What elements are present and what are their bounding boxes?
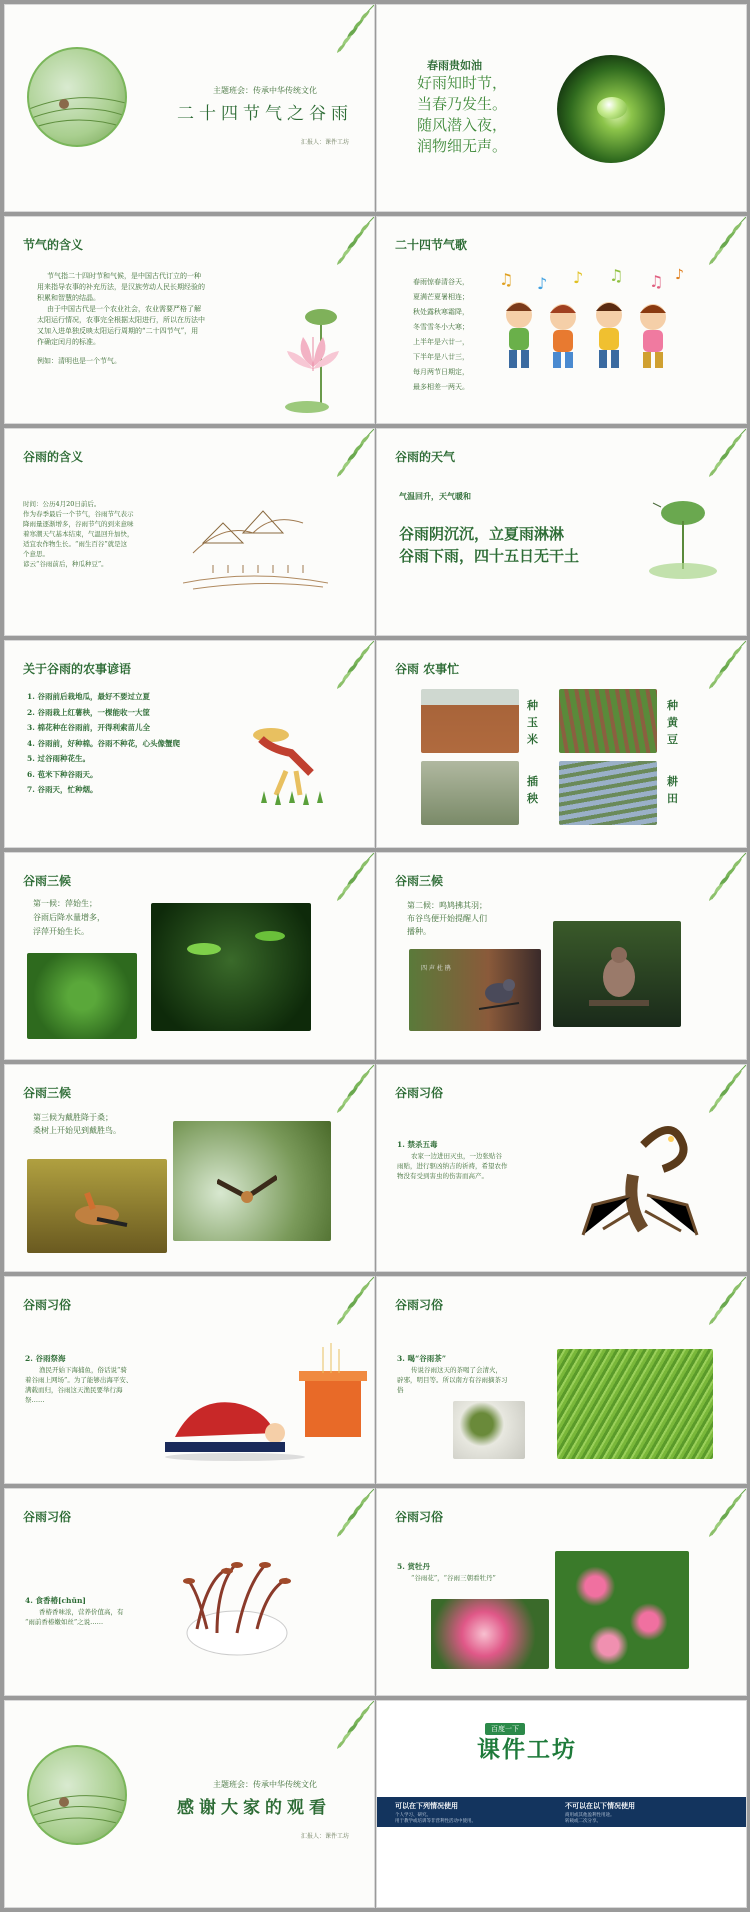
bird-icon: [469, 969, 529, 1019]
forbidden-item: 转载或二次分享。: [565, 1819, 601, 1824]
text-line: 作为春季最后一个节气，谷雨节气表示: [23, 510, 134, 518]
closing-subtitle: 主题班会：传承中华传统文化: [213, 1780, 317, 1789]
cuckoo-photo: [409, 949, 541, 1031]
slide-6-weather[interactable]: [376, 428, 747, 636]
tea-cup-photo: [453, 1401, 525, 1459]
slide-7-proverbs[interactable]: [4, 640, 375, 848]
custom-heading: 2. 谷雨祭海: [25, 1354, 66, 1363]
list-item: 7. 谷雨天，忙种烟。: [27, 785, 98, 794]
body-text: [33, 897, 105, 939]
text-line: 传说谷雨这天的茶喝了会清火，: [411, 1366, 502, 1374]
slide-15-custom-4[interactable]: [4, 1488, 375, 1696]
svg-text:♫: ♫: [609, 267, 624, 285]
text-line: 渔民开始下海捕鱼，俗话说“骑: [39, 1366, 127, 1374]
slide-title: 谷雨习俗: [395, 1510, 444, 1524]
text-line: “谷雨花”，“谷雨三朝看牡丹”: [411, 1574, 496, 1582]
cover-subtitle: 主题班会：传承中华传统文化: [213, 86, 317, 95]
song-lines: [413, 275, 469, 395]
text-line: “雨前香椿嫩如丝”之说……: [25, 1618, 104, 1626]
text-line: 农家一边进田灭虫，一边张贴谷: [411, 1152, 502, 1160]
slide-title: 谷雨习俗: [23, 1298, 72, 1312]
willow-leaf-icon: [312, 217, 374, 275]
text-line: 个意思。: [23, 550, 49, 558]
closing-title: 感谢大家的观看: [177, 1798, 331, 1818]
text-line: 谚云“谷雨前后，种瓜种豆”。: [23, 560, 108, 568]
svg-text:♫: ♫: [499, 270, 514, 289]
slide-title: 二十四节气歌: [395, 238, 468, 252]
poem-line: 好雨知时节，: [417, 74, 508, 92]
text-line: 布谷鸟便开始提醒人们: [407, 914, 487, 923]
farmers-sketch-illustration: [183, 493, 328, 593]
willow-leaf-icon: [312, 1065, 374, 1123]
hoopoe-icon: [57, 1179, 137, 1239]
custom-heading: 3. 喝“谷雨茶”: [397, 1354, 447, 1363]
body-text: [407, 899, 487, 938]
text-line: 满载而归，谷雨这天渔民要举行海: [25, 1386, 123, 1394]
slide-18-license[interactable]: [376, 1700, 747, 1908]
closing-author: 汇报人：课件工坊: [301, 1833, 350, 1840]
slide-title: 谷雨三候: [23, 1086, 72, 1100]
slide-title: 谷雨的天气: [395, 450, 456, 464]
list-item: 2. 谷雨栽上红薯秧，一棵能收一大筐: [27, 707, 150, 717]
slide-3-meaning[interactable]: [4, 216, 375, 424]
floating-leaf-photo: [151, 903, 311, 1031]
slide-4-song[interactable]: [376, 216, 747, 424]
willow-leaf-icon: [312, 5, 374, 63]
slide-title: 节气的含义: [23, 238, 84, 252]
text-line: 时间：公历4月20日前后。: [23, 500, 101, 508]
slide-10-second-pentad[interactable]: [376, 852, 747, 1060]
cover-author: 汇报人：课件工坊: [301, 139, 350, 146]
water-drop-icon: [597, 97, 627, 119]
dove-icon: [589, 941, 649, 1011]
text-line: 俗: [397, 1386, 404, 1394]
willow-leaf-icon: [684, 1489, 746, 1547]
slide-title: 谷雨习俗: [395, 1298, 444, 1312]
slide-title: 谷雨习俗: [23, 1510, 72, 1524]
text-line: 第三候为戴胜降于桑；: [33, 1113, 113, 1122]
slide-16-custom-5[interactable]: [376, 1488, 747, 1696]
willow-leaf-icon: [312, 1277, 374, 1335]
poem-line: 当春乃发生。: [417, 95, 508, 113]
text-line: 着寒潮天气基本结束，气温回升加快，: [23, 530, 134, 538]
peony-bush-photo: [555, 1551, 689, 1669]
tea-leaves-photo: [557, 1349, 713, 1459]
soybean-field-photo: [559, 689, 657, 753]
slide-14-custom-3[interactable]: [376, 1276, 747, 1484]
poem-line: 随风潜入夜，: [417, 116, 508, 134]
text-line: 祭……: [25, 1396, 45, 1404]
text-line: 作确定闰月的标准。: [37, 338, 100, 346]
proverb-list: [27, 689, 180, 798]
willow-leaf-icon: [684, 1277, 746, 1335]
text-line: 降雨量逐渐增多，谷雨节气的到来意味: [23, 520, 134, 528]
label-soybean: 种黄豆: [667, 699, 678, 746]
list-item: 5. 过谷雨种花生。: [27, 754, 90, 763]
body-text: [397, 1573, 496, 1583]
rice-field-illustration: [27, 1745, 127, 1845]
list-item: 6. 苞米下种谷雨天。: [27, 769, 98, 779]
leaf-icon: [187, 943, 221, 955]
text-line: 太阳运行情况，农事完全根据太阳进行，所以在历法中: [37, 316, 205, 324]
slide-13-custom-2[interactable]: [4, 1276, 375, 1484]
duckweed-photo: [27, 953, 137, 1039]
allowed-title: 可以在下列情况使用: [395, 1802, 458, 1810]
poem-lines: [417, 73, 507, 157]
text-line: 香椿香味浓，营养价值高，有: [39, 1608, 124, 1616]
svg-text:♪: ♪: [573, 268, 584, 287]
label-transplant: 插秧: [527, 775, 538, 805]
text-line: 用来指导农事的补充历法，是汉族劳动人民长期经验的: [37, 283, 205, 291]
custom-heading: 5. 赏牡丹: [397, 1562, 430, 1571]
text-line: 浮萍开始生长。: [33, 927, 89, 936]
poem-heading: 春雨贵如油: [427, 59, 482, 72]
willow-leaf-icon: [312, 429, 374, 487]
rice-transplant-photo: [421, 761, 519, 825]
text-line: 春雨惊春清谷天，: [413, 278, 469, 286]
body-text: [33, 1111, 121, 1137]
willow-leaf-icon: [684, 217, 746, 275]
svg-text:♫: ♫: [649, 272, 664, 291]
slide-12-custom-1[interactable]: [376, 1064, 747, 1272]
text-line: 上半年是六廿一，: [413, 338, 469, 346]
weather-saying-2: 谷雨下雨，四十五日无干土: [399, 547, 580, 565]
cover-title: 二十四节气之谷雨: [177, 104, 353, 124]
slide-11-third-pentad[interactable]: [4, 1064, 375, 1272]
slide-5-grain-rain[interactable]: [4, 428, 375, 636]
text-line: 桑树上开始见到戴胜鸟。: [33, 1126, 121, 1135]
text-line: 由于中国古代是一个农业社会，农业需要严格了解: [47, 305, 201, 313]
text-line: 第一候：萍始生；: [33, 899, 97, 908]
svg-text:♪: ♪: [537, 274, 548, 293]
list-item: 3. 棉花种在谷雨前，开得利索苗儿全: [27, 723, 150, 732]
slide-9-first-pentad[interactable]: [4, 852, 375, 1060]
singing-children-illustration: [489, 267, 689, 377]
water-drop-photo: [557, 55, 665, 163]
text-line: 每月两节日期定，: [413, 368, 469, 376]
willow-leaf-icon: [684, 853, 746, 911]
willow-leaf-icon: [684, 641, 746, 699]
text-line: 雨贴，进行驱凶纳吉的祈祷，希望农作: [397, 1162, 508, 1170]
text-line: 例如：清明也是一个节气。: [37, 357, 121, 365]
brand-logo: 课件工坊: [477, 1737, 577, 1763]
label-plowing: 耕田: [667, 775, 678, 805]
list-item: 4. 谷雨前，好种棉。谷雨不种花，心头像蟹爬: [27, 738, 180, 748]
turtle-dove-photo: [553, 921, 681, 1027]
poem-line: 润物细无声。: [417, 137, 508, 155]
brand-badge: 百度一下: [485, 1723, 525, 1735]
label-corn: 种玉米: [527, 699, 538, 746]
allowed-item: 用于教学或培训等非营利性活动中使用。: [395, 1819, 476, 1824]
body-text: [23, 499, 134, 569]
body-text: [25, 1607, 124, 1627]
body-text: [397, 1365, 508, 1395]
text-line: 谷雨后降水量增多，: [33, 913, 105, 922]
slide-title: 谷雨的含义: [23, 450, 84, 464]
corn-planting-photo: [421, 689, 519, 753]
text-line: 下半年是八廿三，: [413, 353, 469, 361]
weather-sub: 气温回升，天气暖和: [399, 491, 471, 501]
leaf-icon: [255, 931, 285, 941]
willow-leaf-icon: [312, 1701, 374, 1759]
text-line: 积累和智慧的结晶。: [37, 294, 100, 302]
text-line: 第二候：鸣鸠拂其羽；: [407, 901, 487, 910]
planting-farmer-illustration: [241, 725, 341, 815]
body-text: [25, 1365, 132, 1405]
text-line: 辟邪，明目等。所以南方有谷雨摘茶习: [397, 1376, 508, 1384]
text-line: 秋处露秋寒霜降，: [413, 308, 469, 316]
plowed-field-photo: [559, 761, 657, 825]
toon-sprouts-illustration: [177, 1549, 297, 1659]
text-line: 冬雪雪冬小大寒；: [413, 323, 469, 331]
text-line: 着谷雨上网场”。为了能够出海平安、: [25, 1376, 133, 1384]
willow-leaf-icon: [312, 853, 374, 911]
slide-1-cover[interactable]: [4, 4, 375, 212]
text-line: 节气指二十四时节和气候，是中国古代订立的一种: [47, 272, 201, 280]
slide-title: 谷雨习俗: [395, 1086, 444, 1100]
willow-leaf-icon: [312, 1489, 374, 1547]
slide-title: 谷雨三候: [23, 874, 72, 888]
body-text: [397, 1151, 508, 1181]
custom-heading: 1. 禁杀五毒: [397, 1140, 438, 1149]
willow-leaf-icon: [684, 429, 746, 487]
peony-photo: [431, 1599, 549, 1669]
text-line: 物没有受到害虫的伤害而高产。: [397, 1172, 488, 1180]
lotus-flower-icon: [273, 287, 353, 417]
text-line: 播种。: [407, 927, 431, 936]
hoopoe-flying-photo: [173, 1121, 331, 1241]
slide-17-thanks[interactable]: [4, 1700, 375, 1908]
list-item: 1. 谷雨前后栽地瓜，最好不要过立夏: [27, 692, 150, 701]
text-line: 最多相差一两天。: [413, 383, 469, 391]
willow-leaf-icon: [312, 641, 374, 699]
text-line: 又加入进单独反映太阳运行周期的“二十四节气”，用: [37, 327, 199, 335]
text-line: 夏满芒夏暑相连；: [413, 293, 469, 301]
custom-heading: 4. 食香椿[chūn]: [25, 1596, 86, 1605]
slide-title: 谷雨 农事忙: [395, 662, 460, 676]
body-text: [37, 271, 267, 367]
hoopoe-ground-photo: [27, 1159, 167, 1253]
rice-field-illustration: [27, 47, 127, 147]
slide-title: 关于谷雨的农事谚语: [23, 662, 132, 676]
slide-2-poem[interactable]: [376, 4, 747, 212]
slide-8-farm-work[interactable]: [376, 640, 747, 848]
allowed-item: 个人学习、研究。: [395, 1813, 431, 1818]
flying-bird-icon: [217, 1171, 277, 1211]
text-line: 适宜农作物生长。“雨生百谷”就是这: [23, 540, 128, 548]
lotus-leaf-icon: [643, 493, 723, 583]
slide-title: 谷雨三候: [395, 874, 444, 888]
photo-caption: 四 声 杜 鹃: [421, 965, 451, 972]
scorpion-icon: [563, 1115, 713, 1255]
svg-text:♪: ♪: [675, 267, 684, 283]
forbidden-title: 不可以在以下情况使用: [565, 1802, 635, 1810]
forbidden-item: 商用或其他盈利性用途。: [565, 1813, 615, 1818]
worship-illustration: [155, 1337, 370, 1467]
weather-saying-1: 谷雨阴沉沉，立夏雨淋淋: [399, 525, 565, 543]
